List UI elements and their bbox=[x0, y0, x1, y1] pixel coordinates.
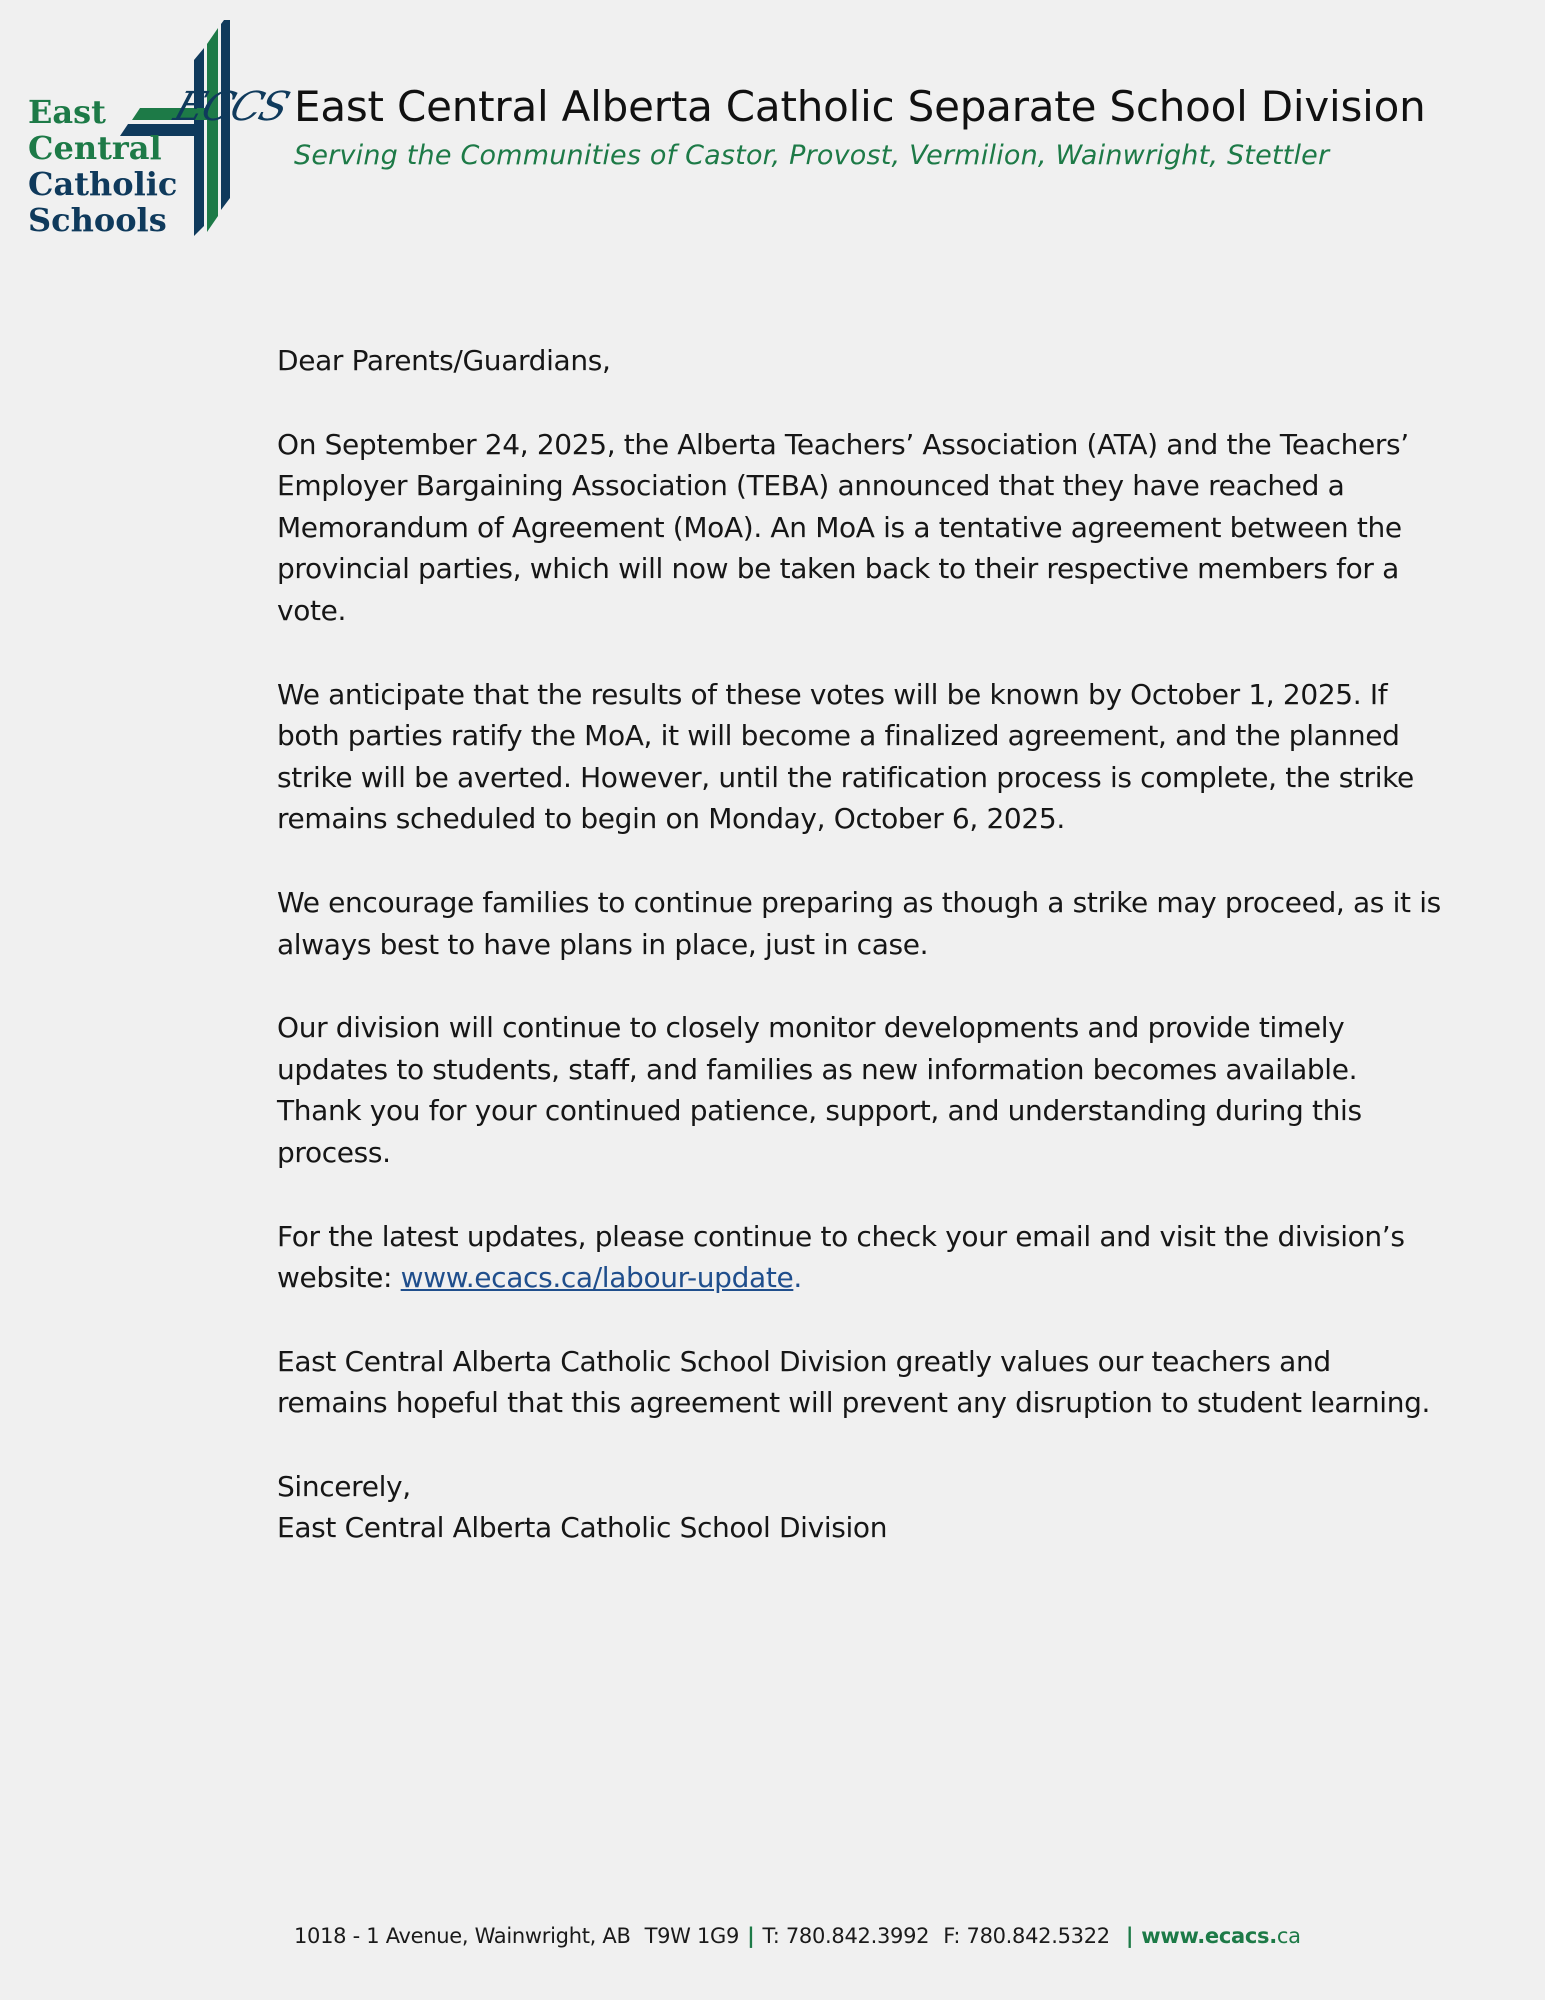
footer-fax: F: 780.842.5322 bbox=[943, 1924, 1110, 1948]
footer-website-main: www.ecacs. bbox=[1141, 1924, 1277, 1948]
paragraph-monitor: Our division will continue to closely monitor developments and provide timely updates to students, staff, and families as new information becomes available. Thank you for your continued patience, support, and understanding during this process. bbox=[277, 1011, 1362, 1169]
footer-address: 1018 - 1 Avenue, Wainwright, AB bbox=[294, 1924, 631, 1948]
logo-word-central: Central bbox=[28, 129, 162, 167]
logo-wordmark bbox=[28, 94, 177, 238]
division-title: East Central Alberta Catholic Separate School Division bbox=[294, 82, 1426, 131]
updates-text: For the latest updates, please continue to check your email and visit the division’s website: bbox=[277, 1219, 1405, 1295]
signoff: Sincerely, bbox=[277, 1469, 411, 1503]
labour-update-link[interactable]: www.ecacs.ca/labour-update bbox=[400, 1261, 794, 1295]
footer-website-tail: ca bbox=[1276, 1924, 1301, 1948]
footer-phone: T: 780.842.3992 bbox=[762, 1924, 930, 1948]
logo-word-catholic: Catholic bbox=[28, 165, 178, 203]
updates-link-end: . bbox=[793, 1261, 802, 1295]
footer-postal: T9W 1G9 bbox=[644, 1924, 740, 1948]
logo-word-schools: Schools bbox=[28, 201, 167, 239]
logo-monogram: ECCS bbox=[168, 84, 294, 130]
logo-word-east: East bbox=[28, 93, 106, 131]
footer-separator: | bbox=[747, 1924, 755, 1948]
footer-website[interactable] bbox=[1141, 1924, 1300, 1948]
footer-contact bbox=[294, 1924, 1301, 1948]
paragraph-updates bbox=[277, 1216, 1447, 1299]
salutation: Dear Parents/Guardians, bbox=[277, 344, 611, 377]
paragraph-vote-results: We anticipate that the results of these votes will be known by October 1, 2025. If both parties ratify the MoA, it will become a finalized agreement, and the planned strike will be averted. However, until the ratification process is complete, the strike remains scheduled to begin on Monday, October 6, 2025. bbox=[277, 677, 1414, 836]
paragraph-values: East Central Alberta Catholic School Division greatly values our teachers and remains hopeful that this agreement will prevent any disruption to student learning. bbox=[277, 1344, 1431, 1420]
letter-body bbox=[277, 340, 1447, 1549]
division-subtitle: Serving the Communities of Castor, Provost, Vermilion, Wainwright, Stettler bbox=[294, 140, 1330, 171]
signature: East Central Alberta Catholic School Division bbox=[277, 1511, 888, 1545]
paragraph-agreement: On September 24, 2025, the Alberta Teachers’ Association (ATA) and the Teachers’ Employer Bargaining Association (TEBA) announced that they have reached a Memorandum of Agreement (MoA). An MoA is a tentative agreement between the provincial parties, which will now be taken back to their respective members for a vote. bbox=[277, 427, 1409, 627]
footer-separator-2: | bbox=[1125, 1924, 1134, 1948]
division-logo bbox=[28, 20, 294, 242]
paragraph-prepare: We encourage families to continue preparing as though a strike may proceed, as it is always best to have plans in place, just in case. bbox=[277, 885, 1441, 961]
